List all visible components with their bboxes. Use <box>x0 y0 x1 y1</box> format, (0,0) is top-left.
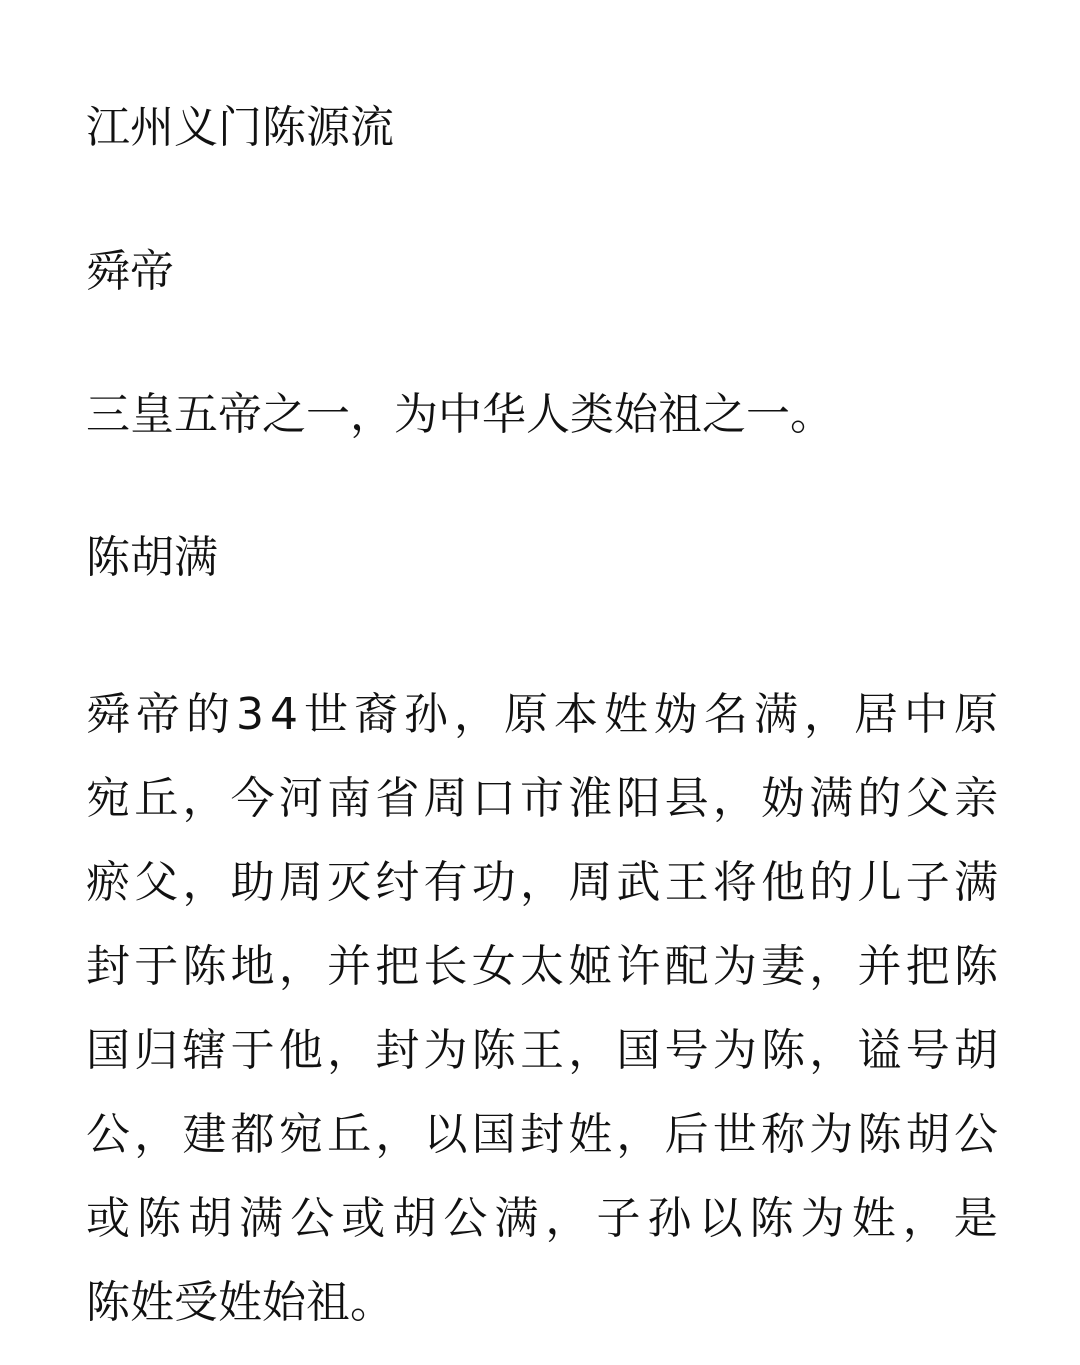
section-heading-shun: 舜帝 <box>86 246 174 297</box>
paragraph-line: 陈姓受姓始祖。 <box>86 1277 394 1328</box>
paragraph-line: 舜 帝 的 3 4 世 裔 孙 ， 原 本 姓 妫 名 满 ， 居 中 原 <box>86 689 998 740</box>
paragraph-line: 宛丘，今河南省周口市淮阳县，妫满的父亲 <box>86 773 998 824</box>
paragraph-line: 封于陈地，并把长女太姬许配为妻，并把陈 <box>86 941 998 992</box>
article-title: 江州义门陈源流 <box>86 102 394 153</box>
paragraph-line: 或 陈 胡 满 公 或 胡 公 满 ， 子 孙 以 陈 为 姓 ， 是 <box>86 1193 998 1244</box>
paragraph-line: 公，建都宛丘，以国封姓，后世称为陈胡公 <box>86 1109 998 1160</box>
section-paragraph-chen-hu-man <box>86 673 998 1345</box>
section-text-shun: 三皇五帝之一，为中华人类始祖之一。 <box>86 389 834 440</box>
paragraph-line: 瘀父，助周灭纣有功，周武王将他的儿子满 <box>86 857 998 908</box>
section-heading-chen-hu-man: 陈胡满 <box>86 532 218 583</box>
paragraph-line: 国归辖于他，封为陈王，国号为陈，谥号胡 <box>86 1025 998 1076</box>
